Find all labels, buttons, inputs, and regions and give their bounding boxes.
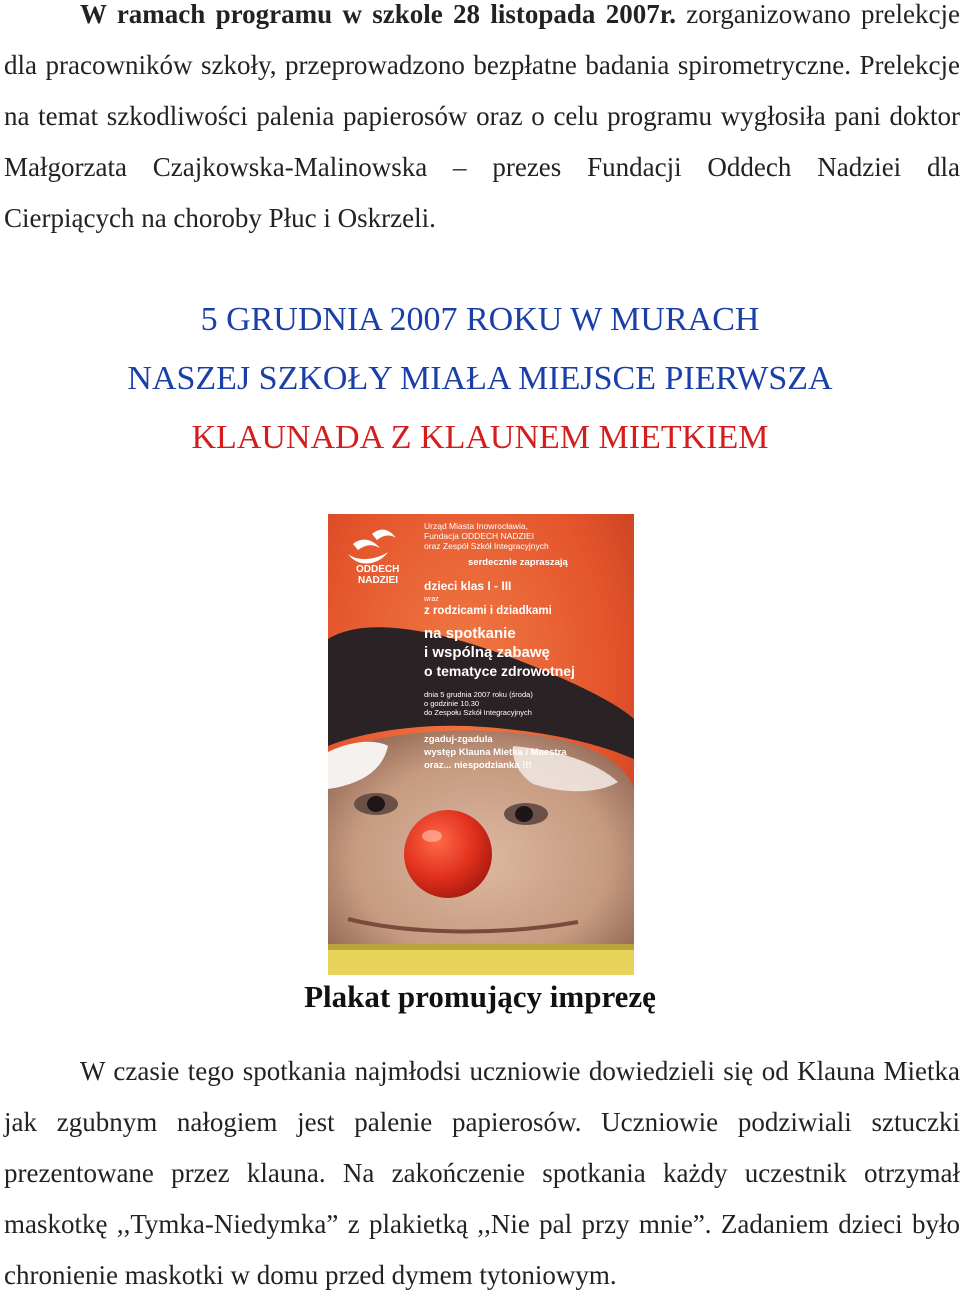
poster-org-line-4: serdecznie zapraszają — [468, 557, 568, 568]
logo-word-2: NADZIEI — [358, 575, 398, 586]
intro-lead-date: W ramach programu w szkole 28 listopada 2007r. — [80, 0, 676, 29]
poster-audience: dzieci klas I - III — [424, 579, 512, 593]
poster-invite-line-1: na spotkanie — [424, 625, 516, 642]
clown-red-nose — [404, 810, 492, 898]
poster-detail-line-1: dnia 5 grudnia 2007 roku (środa) — [424, 690, 533, 699]
poster-caption: Plakat promujący imprezę — [304, 979, 656, 1014]
event-paragraph — [4, 1046, 960, 1301]
headline-line-1: 5 GRUDNIA 2007 ROKU W MURACH — [200, 301, 760, 338]
intro-paragraph — [4, 0, 960, 244]
poster-org-line-1: Urząd Miasta Inowrocławia, — [424, 521, 528, 531]
event-poster-photo — [328, 514, 634, 975]
poster-detail-line-3: do Zespołu Szkół Integracyjnych — [424, 708, 532, 717]
poster-wraz: wraz — [424, 596, 439, 603]
logo-word-1: ODDECH — [356, 564, 400, 575]
headline-line-3: KLAUNADA Z KLAUNEM MIETKIEM — [191, 419, 769, 456]
poster-program-line-2: występ Klauna Mietka i Maestra — [424, 747, 567, 758]
poster-org-line-3: oraz Zespół Szkół Integracyjnych — [424, 541, 549, 551]
poster-org-line-2: Fundacja ODDECH NADZIEI — [424, 531, 535, 541]
intro-text: zorganizowano prelekcje dla pracowników szkoły, przeprowadzono bezpłatne badania spirometryczne. Prelekcje na temat szkodliwości palenia papierosów oraz o celu programu wygłosiła pani doktor Małgorzata Czajkowska-Malinowska – prezes Fundacji Oddech Nadziei dla Cierpiących na choroby Płuc i Oskrzeli. — [4, 0, 960, 233]
poster-invite-line-2: i wspólną zabawę — [424, 644, 550, 661]
event-text: W czasie tego spotkania najmłodsi uczniowie dowiedzieli się od Klauna Mietka jak zgubnym nałogiem jest palenie papierosów. Uczniowie podziwiali sztuczki prezentowane przez klauna. Na zakończenie spotkania każdy uczestnik otrzymał maskotkę ,,Tymka-Niedymka” z plakietką ,,Nie pal przy mnie”. Zadaniem dzieci było chronienie maskotki w domu przed dymem tytoniowym. — [4, 1056, 960, 1290]
headline-line-2: NASZEJ SZKOŁY MIAŁA MIEJSCE PIERWSZA — [127, 360, 833, 397]
poster-detail-line-2: o godzinie 10.30 — [424, 699, 480, 708]
poster-program-line-1: zgaduj-zgadula — [424, 734, 493, 745]
poster-invite-line-3: o tematyce zdrowotnej — [424, 663, 575, 679]
poster-program-line-3: oraz... niespodzianka !!! — [424, 760, 532, 771]
poster-with-parents: z rodzicami i dziadkami — [424, 605, 552, 617]
